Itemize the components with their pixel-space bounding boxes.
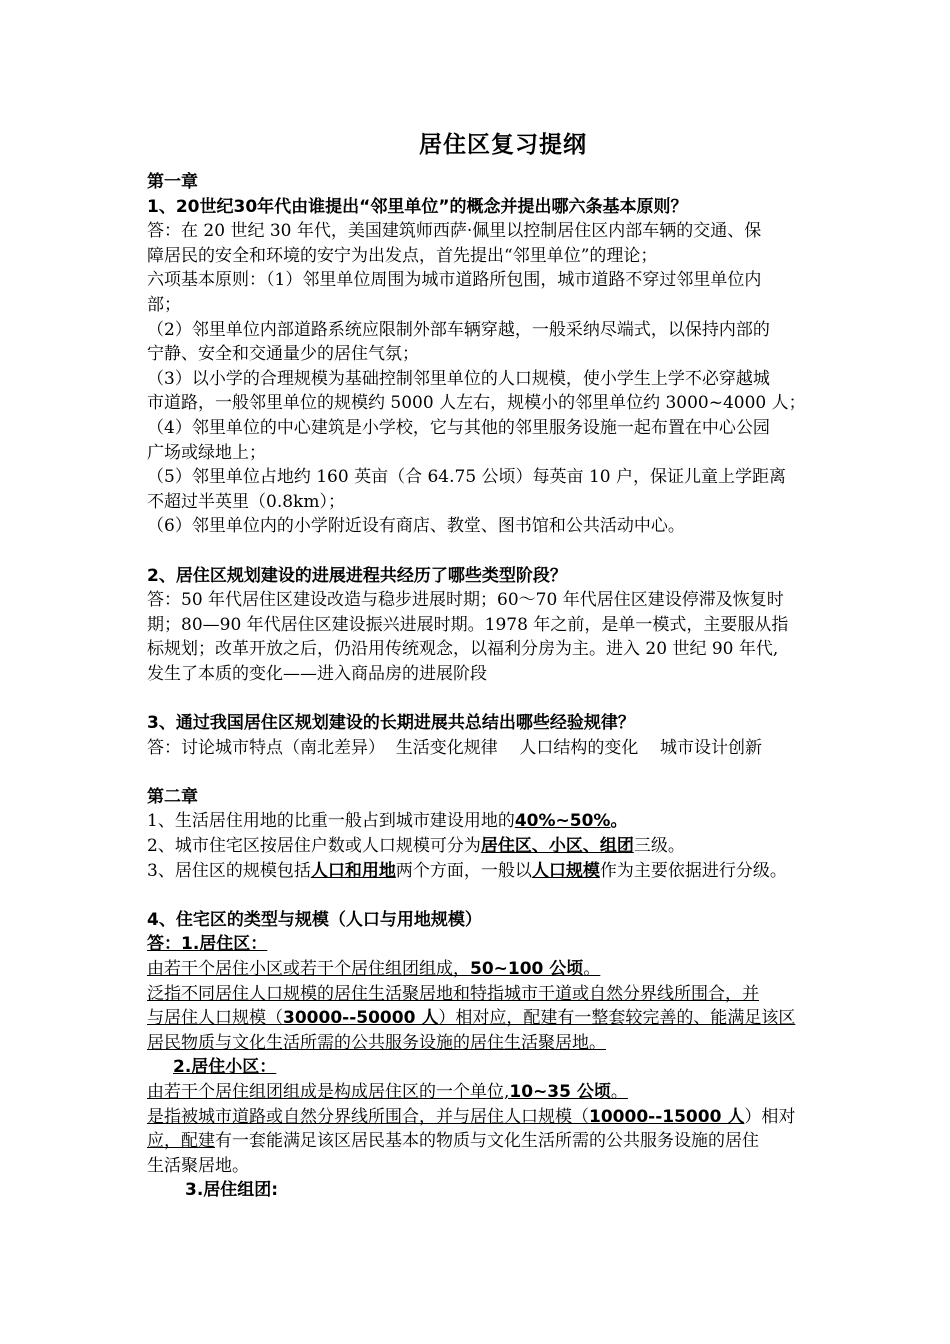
question-4: 4、住宅区的类型与规模（人口与用地规模） (147, 909, 482, 930)
answer-text: 应，配建 (147, 1131, 215, 1152)
document-page (147, 128, 859, 1203)
question-1: 1、20世纪30年代由谁提出“邻里单位”的概念并提出哪六条基本原则？ (147, 196, 688, 217)
answer-line: 宁静、安全和交通量少的居住气氛； (147, 344, 419, 365)
page-title: 居住区复习提纲 (419, 132, 587, 158)
answer-line: （5）邻里单位占地约 160 英亩（合 64.75 公顷）每英亩 10 户，保证儿童上学距离 (147, 467, 786, 488)
answer-line: （3）以小学的合理规模为基础控制邻里单位的人口规模，使小学生上学不必穿越城 (147, 368, 770, 389)
answer-line: 期；80—90 年代居住区建设振兴进展时期。1978 年之前，是单一模式，主要服从指 (147, 614, 789, 635)
answer-4-line (147, 957, 859, 982)
spacer (147, 539, 859, 564)
spacer (147, 686, 859, 711)
answer-text: ）相对 (744, 1106, 796, 1127)
subsection-3-heading: 3.居住组团: (185, 1180, 279, 1201)
fact-text: 。 (610, 811, 628, 832)
fact-highlight: 40%~50% (514, 811, 611, 832)
fact-line-1 (147, 809, 859, 834)
subsection-2-line (147, 1080, 859, 1105)
answer-highlight: 10000--15000 人 (589, 1106, 745, 1127)
fact-text: 两个方面，一般以 (395, 860, 532, 881)
fact-highlight: 人口规模 (531, 860, 600, 881)
answer-line: 市道路，一般邻里单位的规模约 5000 人左右，规模小的邻里单位约 3000~4000 人； (147, 393, 806, 414)
answer-line: 发生了本质的变化——进入商品房的进展阶段 (147, 663, 487, 684)
subsection-2-heading: 2.居住小区： (173, 1057, 277, 1078)
answer-text: 与居住人口规模（ (147, 1008, 283, 1029)
fact-line-3 (147, 859, 859, 884)
subsection-2-line (147, 1129, 859, 1154)
answer-line: 标规划；改革开放之后，仍沿用传统观念，以福利分房为主。进入 20 世纪 90 年代, (147, 639, 779, 660)
spacer (147, 883, 859, 908)
answer-text: 。 (583, 959, 601, 979)
answer-line: （2）邻里单位内部道路系统应限制外部车辆穿越，一般采纳尽端式，以保持内部的 (147, 319, 770, 340)
fact-text: 作为主要依据进行分级。 (599, 860, 787, 881)
answer-4-line: 居民物质与文化生活所需的公共服务设施的居住生活聚居地。 (147, 1032, 606, 1053)
chapter-1-heading: 第一章 (147, 172, 198, 192)
answer-3: 答：讨论城市特点（南北差异） 生活变化规律 人口结构的变化 城市设计创新 (147, 737, 763, 758)
answer-text: ）相对应，配建有一整套较完善的、能满足该区 (438, 1008, 796, 1029)
answer-line: （4）邻里单位的中心建筑是小学校，它与其他的邻里服务设施一起布置在中心公园 (147, 417, 770, 438)
fact-text: 三级。 (633, 836, 685, 857)
answer-4-heading: 答：1.居住区： (147, 934, 268, 955)
answer-line: 广场或绿地上； (147, 442, 266, 463)
answer-highlight: 50~100 公顷 (470, 959, 584, 979)
answer-line: 障居民的安全和环境的安宁为出发点，首先提出“邻里单位”的理论； (147, 245, 658, 266)
answer-2 (147, 588, 859, 686)
answer-line: 不超过半英里（0.8km）； (147, 491, 345, 512)
fact-line-2 (147, 834, 859, 859)
answer-text: 。 (610, 1081, 628, 1102)
answer-text: 是指被城市道路或自然分界线所围合，并与居住人口规模（ (147, 1106, 589, 1127)
fact-highlight: 人口和用地 (310, 860, 396, 881)
answer-4-line: 泛指不同居住人口规模的居住生活聚居地和特指城市干道或自然分界线所围合，并 (147, 983, 759, 1004)
answer-line: 部； (147, 294, 181, 315)
answer-line: 答：50 年代居住区建设改造与稳步进展时期；60～70 年代居住区建设停滞及恢复时 (147, 590, 784, 611)
fact-text: 1、生活居住用地的比重一般占到城市建设用地的 (147, 811, 515, 832)
subsection-2-line (147, 1105, 859, 1130)
answer-highlight: 10~35 公顷 (509, 1081, 611, 1102)
answer-4-line (147, 1006, 859, 1031)
answer-1 (147, 219, 859, 539)
answer-line: 六项基本原则：（1）邻里单位周围为城市道路所包围，城市道路不穿过邻里单位内 (147, 270, 762, 291)
subsection-2-line: 生活聚居地。 (147, 1155, 249, 1176)
question-3: 3、通过我国居住区规划建设的长期进展共总结出哪些经验规律？ (147, 713, 635, 734)
spacer (147, 760, 859, 785)
question-2: 2、居住区规划建设的进展进程共经历了哪些类型阶段？ (147, 565, 567, 586)
answer-highlight: 30000--50000 人 (283, 1008, 439, 1029)
fact-text: 3、居住区的规模包括 (147, 860, 311, 881)
answer-text: 由若干个居住组团组成是构成居住区的一个单位, (147, 1081, 510, 1102)
chapter-2-heading: 第二章 (147, 786, 198, 807)
answer-text: 由若干个居住小区或若干个居住组团组成， (147, 959, 470, 979)
answer-line: 答：在 20 世纪 30 年代，美国建筑师西萨·佩里以控制居住区内部车辆的交通、保 (147, 221, 762, 242)
fact-text: 2、城市住宅区按居住户数或人口规模可分为 (147, 836, 481, 857)
fact-highlight: 居住区、小区、组团 (480, 836, 634, 857)
answer-line: （6）邻里单位内的小学附近设有商店、教堂、图书馆和公共活动中心。 (147, 516, 685, 537)
answer-text: 有一套能满足该区居民基本的物质与文化生活所需的公共服务设施的居住 (215, 1131, 759, 1152)
